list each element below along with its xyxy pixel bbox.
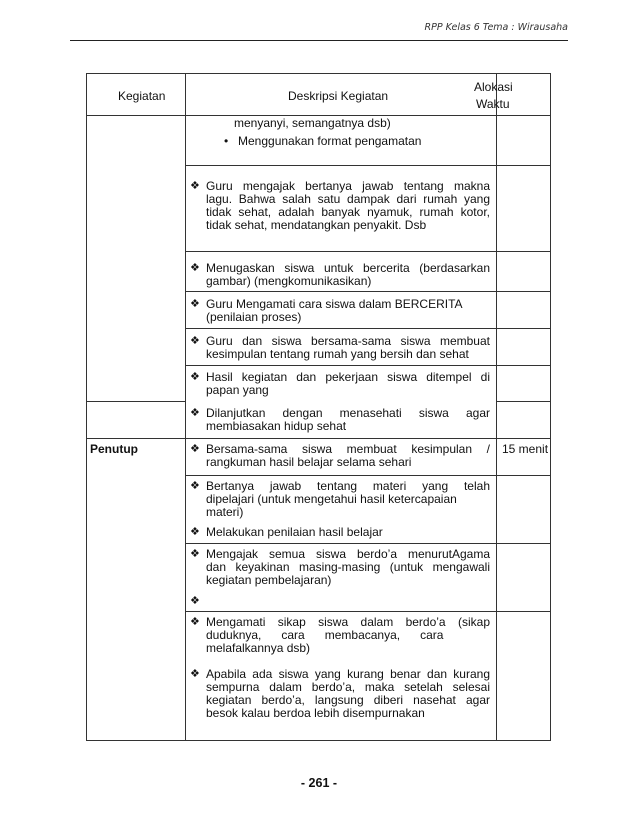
list-item-line: kesimpulan tentang rumah yang bersih dan sehat: [206, 347, 469, 361]
diamond-bullet-icon: ❖: [190, 595, 200, 607]
list-item-line: Guru mengajak bertanya jawab tentang makna: [206, 179, 490, 193]
row-divider: [185, 611, 551, 612]
row-divider: [185, 251, 551, 252]
diamond-bullet-icon: ❖: [190, 180, 200, 192]
section-divider-penutup: [86, 438, 551, 439]
list-item-line: duduknya, cara membacanya, cara: [206, 628, 444, 642]
list-item-line: Apabila ada siswa yang kurang benar dan kurang: [206, 667, 490, 681]
bullet-icon: •: [224, 134, 229, 148]
col-header-waktu: Waktu: [476, 97, 510, 111]
list-item: [190, 180, 490, 232]
list-item: [190, 407, 490, 433]
list-item-line: lagu. Bahwa salah satu dampak dari rumah yang: [206, 192, 490, 206]
list-item: [190, 548, 490, 587]
list-item-line: papan yang: [206, 383, 269, 397]
table-border-top: [86, 73, 551, 74]
col-divider-1: [185, 73, 186, 740]
row-divider: [496, 401, 551, 402]
list-item-line: membiasakan hidup sehat: [206, 419, 347, 433]
col-header-alokasi: Alokasi: [474, 80, 513, 94]
list-item: [224, 135, 494, 148]
diamond-bullet-icon: ❖: [190, 616, 200, 628]
row-divider: [86, 401, 186, 402]
list-item: [190, 443, 490, 469]
list-item-line: kegiatan pembelajaran): [206, 573, 332, 587]
list-item-line: sempurna dalam berdo’a, maka setelah selesai: [206, 680, 490, 694]
row-divider: [185, 365, 551, 366]
list-item-line: Dilanjutkan dengan menasehati siswa agar: [206, 406, 490, 420]
list-item-line: Bertanya jawab tentang materi yang telah: [206, 479, 490, 493]
list-item: [190, 371, 490, 397]
list-item-line: dan keyakinan masing-masing (untuk mengawali: [206, 560, 490, 574]
continued-text: menyanyi, semangatnya dsb): [234, 116, 391, 130]
row-divider: [185, 291, 551, 292]
list-item-line: Hasil kegiatan dan pekerjaan siswa ditempel di: [206, 370, 490, 384]
diamond-bullet-icon: ❖: [190, 443, 200, 455]
list-item-line: Mengamati sikap siswa dalam berdo’a (sikap: [206, 615, 490, 629]
list-item: [190, 668, 490, 720]
diamond-bullet-icon: ❖: [190, 480, 200, 492]
diamond-bullet-icon: ❖: [190, 548, 200, 560]
table-border-right: [550, 73, 551, 740]
list-item: [190, 335, 490, 361]
table-border-left: [86, 73, 87, 740]
diamond-bullet-icon: ❖: [190, 262, 200, 274]
list-item-line: rangkuman hasil belajar selama sehari: [206, 455, 412, 469]
row-divider: [185, 543, 551, 544]
list-item: [190, 616, 490, 655]
list-item-line: Bersama-sama siswa membuat kesimpulan /: [206, 442, 490, 456]
section-label-penutup: Penutup: [90, 442, 138, 456]
diamond-bullet-icon: ❖: [190, 335, 200, 347]
list-item-line: dipelajari (untuk mengetahui hasil ketercapaian: [206, 492, 457, 506]
row-divider: [185, 328, 551, 329]
list-item-line: kegiatan berdo’a, langsung diberi nasehat agar: [206, 693, 490, 707]
list-item-line: Melakukan penilaian hasil belajar: [206, 525, 383, 539]
diamond-bullet-icon: ❖: [190, 298, 200, 310]
row-divider: [185, 165, 551, 166]
list-item-line: (penilaian proses): [206, 310, 302, 324]
table-border-bottom: [86, 740, 551, 741]
list-item: [190, 262, 490, 288]
list-item-line: Guru dan siswa bersama-sama siswa membuat: [206, 334, 490, 348]
list-item: [190, 298, 490, 324]
diamond-bullet-icon: ❖: [190, 371, 200, 383]
col-header-kegiatan: Kegiatan: [118, 89, 166, 103]
list-item-line: Guru Mengamati cara siswa dalam BERCERITA: [206, 297, 463, 311]
list-item-line: gambar) (mengkomunikasikan): [206, 274, 372, 288]
row-divider: [185, 475, 551, 476]
col-header-deskripsi: Deskripsi Kegiatan: [288, 89, 389, 103]
diamond-bullet-icon: ❖: [190, 526, 200, 538]
list-item-line: tidak sehat, mendatangkan penyakit. Dsb: [206, 218, 427, 232]
list-item-line: melafalkannya dsb): [206, 641, 311, 655]
list-item-line: besok kalau berdoa lebih disempurnakan: [206, 706, 425, 720]
time-allocation: 15 menit: [502, 442, 549, 456]
list-item-line: materi): [206, 505, 244, 519]
col-divider-2: [496, 73, 497, 740]
running-header: RPP Kelas 6 Tema : Wirausaha: [424, 22, 568, 33]
diamond-bullet-icon: ❖: [190, 407, 200, 419]
list-item-line: Mengajak semua siswa berdo’a menurutAgama: [206, 547, 490, 561]
list-item-line: Menugaskan siswa untuk bercerita (berdasarkan: [206, 261, 490, 275]
list-item: [190, 526, 490, 539]
list-item-line: tidak sehat, adalah banyak nyamuk, rumah kotor,: [206, 205, 490, 219]
list-item-text: Menggunakan format pengamatan: [238, 134, 422, 148]
header-rule: [70, 40, 568, 41]
diamond-bullet-icon: ❖: [190, 668, 200, 680]
page-number: - 261 -: [300, 776, 338, 790]
list-item: [190, 480, 490, 519]
